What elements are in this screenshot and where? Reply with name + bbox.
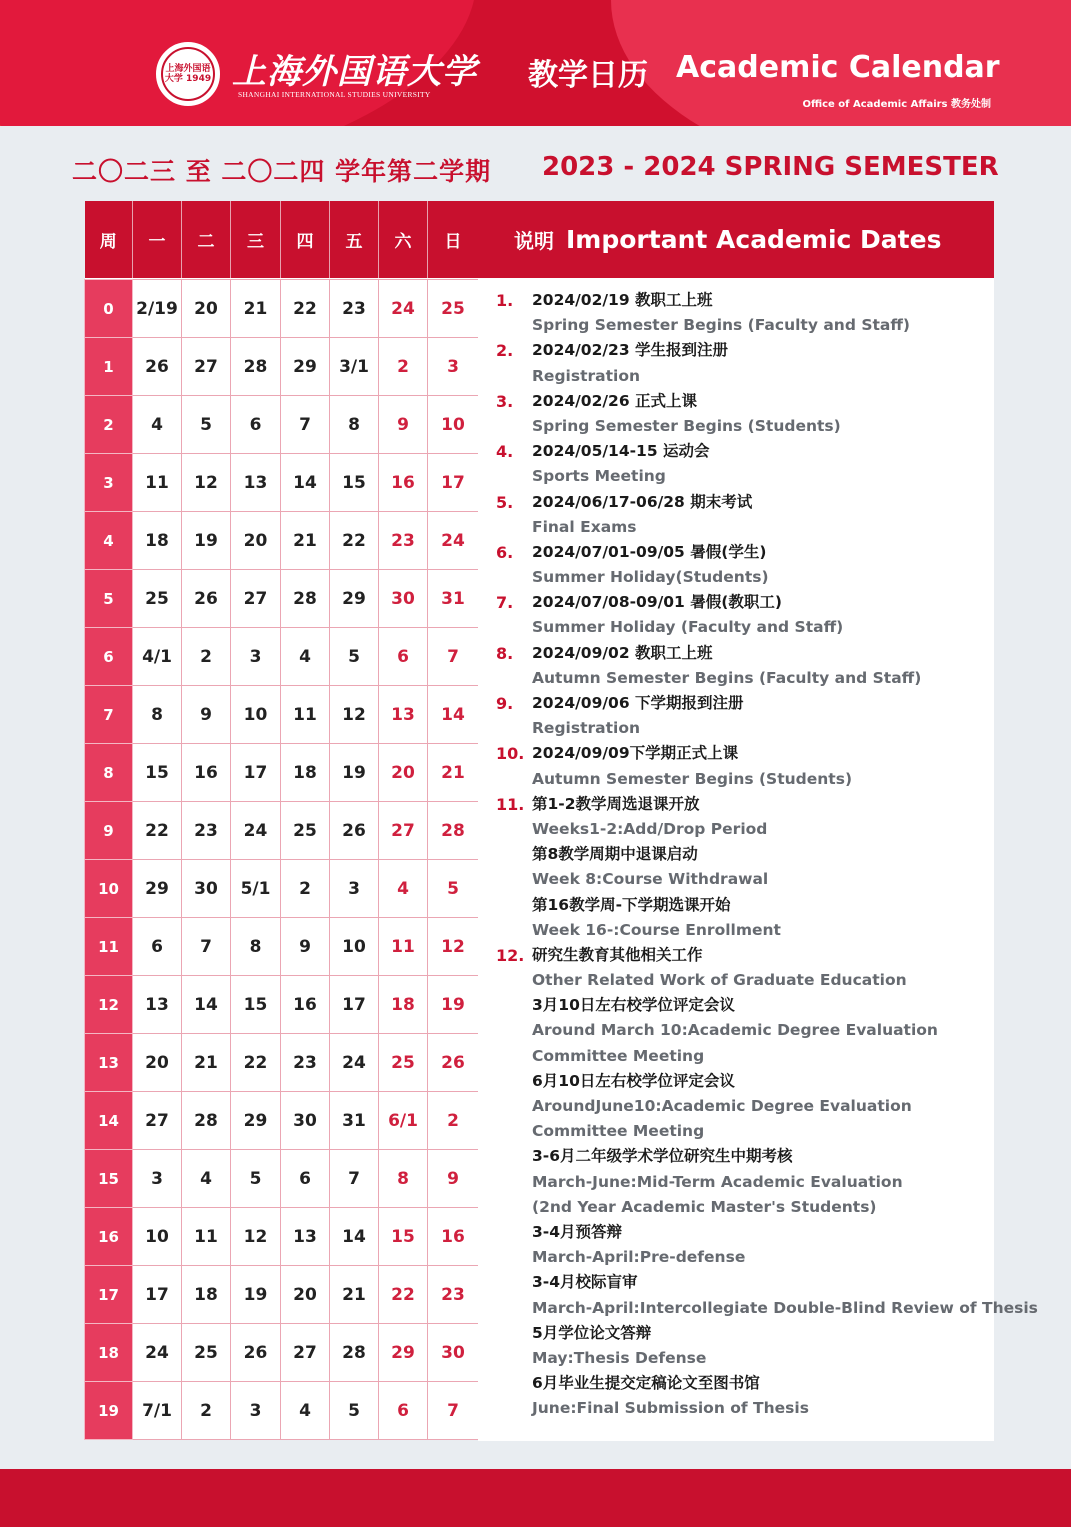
week-number-cell: 4 — [85, 512, 133, 570]
item-number: 7. — [496, 593, 514, 613]
weekday-day-cell: 3 — [231, 628, 281, 686]
item-text-en: May:Thesis Defense — [532, 1348, 707, 1367]
university-name-cn: 上海外国语大学 — [232, 52, 477, 92]
item-text-en: Week 8:Course Withdrawal — [532, 870, 769, 889]
item-text-en: Spring Semester Begins (Students) — [532, 416, 841, 435]
weekday-day-cell: 26 — [133, 338, 182, 396]
weekday-day-cell: 10 — [330, 918, 379, 976]
weekday-day-cell: 10 — [231, 686, 281, 744]
weekday-day-cell: 29 — [281, 338, 330, 396]
weekday-day-cell: 7/1 — [133, 1382, 182, 1440]
weekday-day-cell: 16 — [182, 744, 231, 802]
weekday-day-cell: 24 — [133, 1324, 182, 1382]
item-number: 9. — [496, 694, 514, 713]
weekday-day-cell: 21 — [231, 280, 281, 338]
weekday-day-cell: 27 — [133, 1092, 182, 1150]
weekday-day-cell: 5 — [182, 396, 231, 454]
weekday-day-cell: 22 — [231, 1034, 281, 1092]
item-text-cn: 2024/02/19 教职工上班 — [532, 291, 713, 309]
item-number: 4. — [496, 442, 514, 462]
item-number: 11. — [496, 794, 525, 814]
calendar-week-row — [85, 1150, 479, 1208]
calendar-week-row — [85, 338, 479, 396]
weekend-day-cell: 11 — [379, 918, 428, 976]
weekend-day-cell: 13 — [379, 686, 428, 744]
weekend-day-cell: 20 — [379, 744, 428, 802]
week-number-cell: 7 — [85, 686, 133, 744]
calendar-week-row — [85, 860, 479, 918]
weekday-day-cell: 16 — [281, 976, 330, 1034]
weekday-day-cell: 11 — [281, 686, 330, 744]
column-header-day: 一 — [133, 201, 182, 278]
column-header-day: 六 — [379, 201, 428, 278]
calendar-body — [85, 278, 479, 1440]
important-dates-header — [478, 201, 994, 278]
weekday-day-cell: 5 — [231, 1150, 281, 1208]
weekend-day-cell: 12 — [428, 918, 479, 976]
item-text-en: Spring Semester Begins (Faculty and Staff) — [532, 316, 910, 335]
calendar-grid — [84, 201, 479, 1440]
weekday-day-cell: 26 — [231, 1324, 281, 1382]
weekday-day-cell: 9 — [182, 686, 231, 744]
weekday-day-cell: 22 — [133, 802, 182, 860]
calendar-header-row — [85, 201, 479, 278]
calendar-week-row — [85, 628, 479, 686]
item-text-cn: 研究生教育其他相关工作 — [532, 945, 703, 964]
weekday-day-cell: 29 — [231, 1092, 281, 1150]
weekend-day-cell: 15 — [379, 1208, 428, 1266]
weekday-day-cell: 28 — [182, 1092, 231, 1150]
week-number-cell: 19 — [85, 1382, 133, 1440]
item-text-cn: 2024/07/08-09/01 暑假(教职工) — [532, 593, 782, 612]
weekday-day-cell: 28 — [330, 1324, 379, 1382]
calendar-week-row — [85, 744, 479, 802]
weekday-day-cell: 9 — [281, 918, 330, 976]
university-seal-logo — [156, 42, 220, 106]
calendar-week-row — [85, 454, 479, 512]
weekday-day-cell: 13 — [133, 976, 182, 1034]
weekend-day-cell: 4 — [379, 860, 428, 918]
calendar-week-row — [85, 512, 479, 570]
week-number-cell: 8 — [85, 744, 133, 802]
important-date-item — [478, 590, 994, 640]
weekend-day-cell: 9 — [428, 1150, 479, 1208]
weekend-day-cell: 6 — [379, 1382, 428, 1440]
item-text-cn: 2024/07/01-09/05 暑假(学生) — [532, 542, 767, 561]
weekday-day-cell: 24 — [231, 802, 281, 860]
weekday-day-cell: 15 — [133, 744, 182, 802]
weekday-day-cell: 10 — [133, 1208, 182, 1266]
item-number: 1. — [496, 291, 514, 310]
weekday-day-cell: 4 — [133, 396, 182, 454]
weekend-day-cell: 27 — [379, 802, 428, 860]
item-text-en: March-April:Intercollegiate Double-Blind Review of Thesis — [532, 1298, 1038, 1317]
weekend-day-cell: 23 — [379, 512, 428, 570]
weekday-day-cell: 13 — [281, 1208, 330, 1266]
calendar-week-row — [85, 570, 479, 628]
weekday-day-cell: 26 — [330, 802, 379, 860]
weekday-day-cell: 29 — [133, 860, 182, 918]
weekday-day-cell: 8 — [231, 918, 281, 976]
item-number: 3. — [496, 391, 514, 411]
column-header-day: 五 — [330, 201, 379, 278]
weekend-day-cell: 23 — [428, 1266, 479, 1324]
week-number-cell: 3 — [85, 454, 133, 512]
weekday-day-cell: 8 — [330, 396, 379, 454]
weekday-day-cell: 23 — [330, 280, 379, 338]
weekend-day-cell: 21 — [428, 744, 479, 802]
weekday-day-cell: 19 — [182, 512, 231, 570]
important-date-item — [478, 338, 994, 388]
seal-text: 上海外国语大学 1949 — [161, 47, 215, 101]
column-header-week: 周 — [85, 201, 133, 278]
weekday-day-cell: 30 — [281, 1092, 330, 1150]
weekday-day-cell: 23 — [281, 1034, 330, 1092]
weekday-day-cell: 18 — [281, 744, 330, 802]
weekend-day-cell: 8 — [379, 1150, 428, 1208]
important-date-item — [478, 540, 994, 590]
weekend-day-cell: 7 — [428, 1382, 479, 1440]
important-dates-panel — [478, 201, 1038, 1441]
weekday-day-cell: 21 — [182, 1034, 231, 1092]
weekday-day-cell: 30 — [182, 860, 231, 918]
notes-header-en: Important Academic Dates — [566, 225, 942, 254]
calendar-title-en: Academic Calendar — [676, 50, 1000, 85]
weekend-day-cell: 17 — [428, 454, 479, 512]
weekend-day-cell: 31 — [428, 570, 479, 628]
item-number: 8. — [496, 643, 514, 663]
calendar-week-row — [85, 1382, 479, 1440]
important-date-item — [478, 741, 994, 791]
weekday-day-cell: 7 — [182, 918, 231, 976]
weekday-day-cell: 20 — [231, 512, 281, 570]
item-text-cn: 2024/09/09下学期正式上课 — [532, 744, 739, 763]
weekend-day-cell: 5 — [428, 860, 479, 918]
weekday-day-cell: 5 — [330, 628, 379, 686]
weekday-day-cell: 20 — [281, 1266, 330, 1324]
item-text-en: March-June:Mid-Term Academic Evaluation — [532, 1172, 903, 1191]
weekday-day-cell: 17 — [231, 744, 281, 802]
weekday-day-cell: 7 — [281, 396, 330, 454]
calendar-week-row — [85, 1266, 479, 1324]
weekday-day-cell: 4 — [182, 1150, 231, 1208]
week-number-cell: 1 — [85, 338, 133, 396]
item-text-cn: 3-4月预答辩 — [532, 1222, 623, 1241]
weekend-day-cell: 19 — [428, 976, 479, 1034]
column-header-day: 二 — [182, 201, 231, 278]
calendar-week-row — [85, 396, 479, 454]
important-date-item — [478, 490, 994, 540]
weekday-day-cell: 11 — [182, 1208, 231, 1266]
weekday-day-cell: 2 — [281, 860, 330, 918]
weekday-day-cell: 8 — [133, 686, 182, 744]
weekday-day-cell: 14 — [281, 454, 330, 512]
item-text-cn: 2024/02/26 正式上课 — [532, 391, 697, 410]
item-text-cn: 第16教学周-下学期选课开始 — [532, 895, 731, 914]
weekday-day-cell: 11 — [133, 454, 182, 512]
weekday-day-cell: 25 — [133, 570, 182, 628]
weekday-day-cell: 25 — [281, 802, 330, 860]
week-number-cell: 12 — [85, 976, 133, 1034]
item-text-en: Autumn Semester Begins (Faculty and Staff) — [532, 668, 922, 687]
weekend-day-cell: 30 — [379, 570, 428, 628]
page-footer-band — [0, 1469, 1071, 1527]
weekday-day-cell: 13 — [231, 454, 281, 512]
important-date-item — [478, 641, 994, 691]
weekday-day-cell: 22 — [330, 512, 379, 570]
item-text-en: Committee Meeting — [532, 1122, 705, 1141]
weekend-day-cell: 2 — [379, 338, 428, 396]
item-text-cn: 2024/02/23 学生报到注册 — [532, 341, 728, 360]
calendar-week-row — [85, 976, 479, 1034]
weekday-day-cell: 26 — [182, 570, 231, 628]
weekday-day-cell: 24 — [330, 1034, 379, 1092]
column-header-day: 四 — [281, 201, 330, 278]
column-header-day: 三 — [231, 201, 281, 278]
weekend-day-cell: 22 — [379, 1266, 428, 1324]
item-text-en: Registration — [532, 366, 641, 385]
item-text-en: June:Final Submission of Thesis — [532, 1399, 809, 1418]
week-number-cell: 5 — [85, 570, 133, 628]
item-text-cn: 3-6月二年级学术学位研究生中期考核 — [532, 1147, 793, 1166]
week-number-cell: 9 — [85, 802, 133, 860]
weekday-day-cell: 15 — [330, 454, 379, 512]
column-header-day: 日 — [428, 201, 479, 278]
item-text-cn: 2024/09/02 教职工上班 — [532, 643, 713, 662]
weekday-day-cell: 18 — [133, 512, 182, 570]
calendar-week-row — [85, 918, 479, 976]
weekday-day-cell: 4 — [281, 1382, 330, 1440]
weekend-day-cell: 6 — [379, 628, 428, 686]
weekday-day-cell: 2/19 — [133, 280, 182, 338]
item-text-en: Around March 10:Academic Degree Evaluation — [532, 1021, 938, 1040]
calendar-week-row — [85, 280, 479, 338]
item-text-cn: 6月10日左右校学位评定会议 — [532, 1071, 735, 1090]
weekday-day-cell: 6 — [133, 918, 182, 976]
weekday-day-cell: 4/1 — [133, 628, 182, 686]
weekday-day-cell: 22 — [281, 280, 330, 338]
item-number: 10. — [496, 744, 525, 764]
weekend-day-cell: 26 — [428, 1034, 479, 1092]
weekday-day-cell: 20 — [133, 1034, 182, 1092]
weekday-day-cell: 19 — [330, 744, 379, 802]
weekday-day-cell: 14 — [330, 1208, 379, 1266]
weekend-day-cell: 18 — [379, 976, 428, 1034]
item-text-cn: 2024/05/14-15 运动会 — [532, 442, 710, 461]
weekend-day-cell: 25 — [428, 280, 479, 338]
week-number-cell: 6 — [85, 628, 133, 686]
weekday-day-cell: 15 — [231, 976, 281, 1034]
weekend-day-cell: 14 — [428, 686, 479, 744]
weekday-day-cell: 17 — [330, 976, 379, 1034]
calendar-week-row — [85, 1208, 479, 1266]
week-number-cell: 14 — [85, 1092, 133, 1150]
item-text-en: Registration — [532, 719, 641, 738]
item-text-cn: 5月学位论文答辩 — [532, 1323, 652, 1342]
calendar-title-cn: 教学日历 — [528, 58, 648, 93]
item-number: 6. — [496, 542, 514, 562]
item-text-en: Final Exams — [532, 517, 637, 536]
item-text-en: (2nd Year Academic Master's Students) — [532, 1197, 877, 1216]
weekday-day-cell: 6 — [231, 396, 281, 454]
item-text-en: Autumn Semester Begins (Students) — [532, 769, 853, 788]
calendar-week-row — [85, 802, 479, 860]
item-text-en: Other Related Work of Graduate Education — [532, 971, 907, 990]
weekend-day-cell: 25 — [379, 1034, 428, 1092]
important-date-item — [478, 389, 994, 439]
weekday-day-cell: 21 — [281, 512, 330, 570]
weekday-day-cell: 17 — [133, 1266, 182, 1324]
weekend-day-cell: 3 — [428, 338, 479, 396]
item-text-en: Summer Holiday (Faculty and Staff) — [532, 618, 844, 637]
weekday-day-cell: 12 — [330, 686, 379, 744]
item-text-cn: 2024/06/17-06/28 期末考试 — [532, 492, 753, 511]
weekday-day-cell: 27 — [182, 338, 231, 396]
week-number-cell: 0 — [85, 280, 133, 338]
semester-title — [72, 150, 1002, 190]
item-text-en: Committee Meeting — [532, 1046, 705, 1065]
weekend-day-cell: 29 — [379, 1324, 428, 1382]
week-number-cell: 10 — [85, 860, 133, 918]
calendar-week-row — [85, 1324, 479, 1382]
notes-header-cn: 说明 — [514, 229, 554, 253]
weekday-day-cell: 28 — [231, 338, 281, 396]
week-number-cell: 18 — [85, 1324, 133, 1382]
important-date-item — [478, 691, 994, 741]
item-text-en: March-April:Pre-defense — [532, 1248, 746, 1267]
weekend-day-cell: 2 — [428, 1092, 479, 1150]
item-text-cn: 6月毕业生提交定稿论文至图书馆 — [532, 1374, 760, 1393]
weekday-day-cell: 3/1 — [330, 338, 379, 396]
university-name-en: SHANGHAI INTERNATIONAL STUDIES UNIVERSITY — [238, 90, 431, 99]
week-number-cell: 15 — [85, 1150, 133, 1208]
week-number-cell: 2 — [85, 396, 133, 454]
item-text-en: AroundJune10:Academic Degree Evaluation — [532, 1097, 912, 1115]
weekday-day-cell: 19 — [231, 1266, 281, 1324]
important-dates-list — [478, 278, 1038, 1421]
weekend-day-cell: 24 — [428, 512, 479, 570]
weekend-day-cell: 6/1 — [379, 1092, 428, 1150]
weekday-day-cell: 31 — [330, 1092, 379, 1150]
weekend-day-cell: 16 — [379, 454, 428, 512]
item-text-cn: 3-4月校际盲审 — [532, 1273, 638, 1292]
weekday-day-cell: 7 — [330, 1150, 379, 1208]
calendar-week-row — [85, 686, 479, 744]
week-number-cell: 17 — [85, 1266, 133, 1324]
weekday-day-cell: 5/1 — [231, 860, 281, 918]
week-number-cell: 13 — [85, 1034, 133, 1092]
weekday-day-cell: 18 — [182, 1266, 231, 1324]
item-text-en: Sports Meeting — [532, 467, 666, 486]
item-text-en: Week 16-:Course Enrollment — [532, 920, 781, 939]
item-text-cn: 第8教学周期中退课启动 — [532, 845, 698, 864]
weekday-day-cell: 2 — [182, 628, 231, 686]
weekend-day-cell: 7 — [428, 628, 479, 686]
weekday-day-cell: 2 — [182, 1382, 231, 1440]
weekday-day-cell: 21 — [330, 1266, 379, 1324]
week-number-cell: 16 — [85, 1208, 133, 1266]
weekday-day-cell: 28 — [281, 570, 330, 628]
weekday-day-cell: 27 — [231, 570, 281, 628]
item-text-en: Weeks1-2:Add/Drop Period — [532, 819, 768, 838]
weekday-day-cell: 14 — [182, 976, 231, 1034]
important-date-item — [478, 439, 994, 489]
page-header — [0, 0, 1071, 126]
weekday-day-cell: 12 — [231, 1208, 281, 1266]
important-date-item — [478, 792, 994, 943]
weekend-day-cell: 30 — [428, 1324, 479, 1382]
weekend-day-cell: 24 — [379, 280, 428, 338]
office-credit: Office of Academic Affairs 教务处制 — [802, 99, 991, 110]
weekday-day-cell: 3 — [330, 860, 379, 918]
item-text-cn: 第1-2教学周选退课开放 — [532, 794, 700, 813]
item-text-en: Summer Holiday(Students) — [532, 568, 769, 587]
weekend-day-cell: 16 — [428, 1208, 479, 1266]
item-text-cn: 3月10日左右校学位评定会议 — [532, 996, 735, 1015]
weekday-day-cell: 20 — [182, 280, 231, 338]
weekend-day-cell: 28 — [428, 802, 479, 860]
weekend-day-cell: 9 — [379, 396, 428, 454]
weekday-day-cell: 3 — [133, 1150, 182, 1208]
calendar-week-row — [85, 1092, 479, 1150]
weekday-day-cell: 23 — [182, 802, 231, 860]
item-text-cn: 2024/09/06 下学期报到注册 — [532, 694, 744, 712]
calendar-week-row — [85, 1034, 479, 1092]
weekend-day-cell: 10 — [428, 396, 479, 454]
item-number: 5. — [496, 492, 514, 512]
weekday-day-cell: 6 — [281, 1150, 330, 1208]
weekday-day-cell: 12 — [182, 454, 231, 512]
semester-title-en: 2023 - 2024 SPRING SEMESTER — [542, 152, 999, 182]
week-number-cell: 11 — [85, 918, 133, 976]
weekday-day-cell: 25 — [182, 1324, 231, 1382]
item-number: 12. — [496, 945, 525, 965]
item-number: 2. — [496, 341, 514, 361]
weekday-day-cell: 4 — [281, 628, 330, 686]
important-date-item — [478, 288, 994, 338]
semester-title-cn: 二〇二三 至 二〇二四 学年第二学期 — [72, 157, 492, 186]
weekday-day-cell: 3 — [231, 1382, 281, 1440]
weekday-day-cell: 27 — [281, 1324, 330, 1382]
important-date-item — [478, 943, 1038, 1422]
weekday-day-cell: 5 — [330, 1382, 379, 1440]
weekday-day-cell: 29 — [330, 570, 379, 628]
